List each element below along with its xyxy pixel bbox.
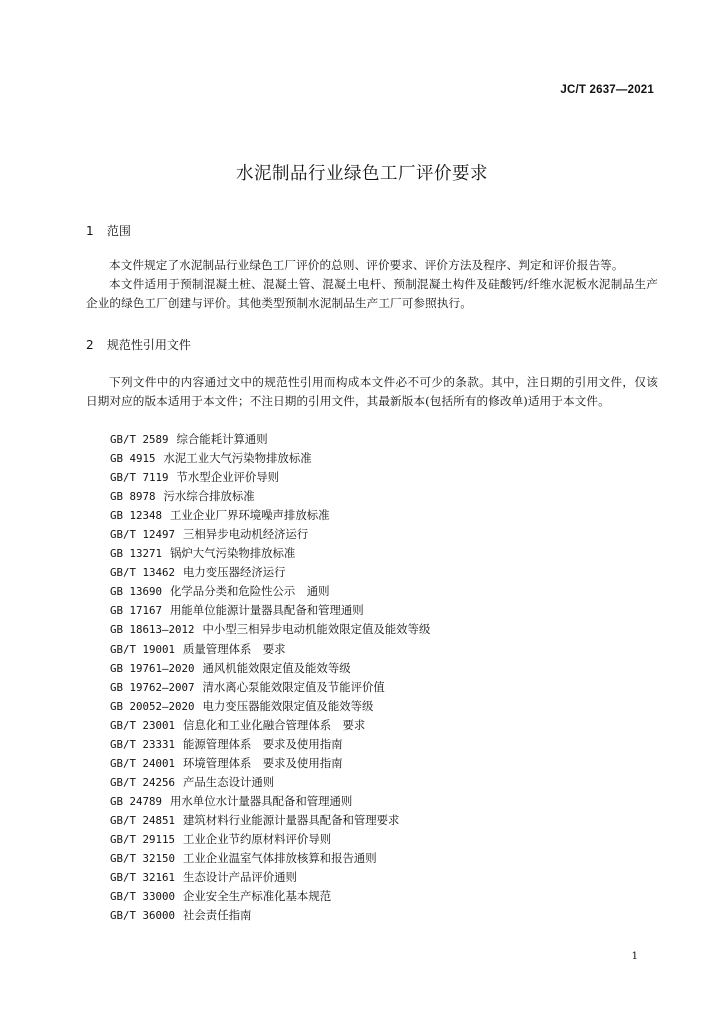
reference-name: 生态设计产品评价通则: [183, 870, 297, 885]
scope-paragraph-1: 本文件规定了水泥制品行业绿色工厂评价的总则、评价要求、评价方法及程序、判定和评价报告等。: [109, 258, 624, 272]
reference-item: [110, 582, 430, 601]
reference-item: [110, 735, 430, 754]
reference-code: GB/T 29115: [110, 832, 176, 846]
standard-code: JC/T 2637—2021: [560, 84, 654, 96]
reference-code: GB/T 23331: [110, 737, 176, 751]
reference-name: 化学品分类和危险性公示 通则: [170, 584, 330, 599]
reference-item: [110, 773, 430, 792]
reference-code: GB 17167: [110, 604, 163, 618]
reference-item: [110, 811, 430, 830]
section-heading-normative-references: [86, 336, 191, 353]
reference-name: 电力变压器经济运行: [183, 565, 286, 580]
reference-name: 通风机能效限定值及能效等级: [202, 660, 351, 675]
reference-code: GB 4915: [110, 452, 156, 466]
reference-item: [110, 792, 430, 811]
section-title: 范围: [106, 224, 131, 238]
reference-code: GB/T 12497: [110, 528, 176, 542]
section-number: 1: [86, 224, 94, 238]
reference-code: GB/T 19001: [110, 642, 176, 656]
reference-item: [110, 906, 430, 925]
reference-code: GB/T 32150: [110, 852, 176, 866]
page-number: 1: [631, 951, 638, 962]
reference-name: 社会责任指南: [183, 908, 252, 923]
reference-item: [110, 887, 430, 906]
reference-code: GB/T 32161: [110, 871, 176, 885]
reference-name: 中小型三相异步电动机能效限定值及能效等级: [202, 622, 431, 637]
section-title: 规范性引用文件: [106, 338, 191, 352]
reference-code: GB/T 24001: [110, 756, 176, 770]
reference-item: [110, 849, 430, 868]
reference-code: GB/T 24256: [110, 775, 176, 789]
reference-code: GB 24789: [110, 794, 163, 808]
reference-code: GB 13690: [110, 585, 163, 599]
reference-name: 锅炉大气污染物排放标准: [170, 546, 296, 561]
section-heading-scope: [86, 222, 131, 239]
reference-name: 工业企业厂界环境噪声排放标准: [170, 508, 330, 523]
reference-code: GB 13271: [110, 547, 163, 561]
reference-code: GB/T 24851: [110, 813, 176, 827]
reference-item: [110, 640, 430, 659]
reference-code: GB 19761—2020: [110, 661, 195, 675]
reference-name: 能源管理体系 要求及使用指南: [183, 736, 343, 751]
reference-name: 环境管理体系 要求及使用指南: [183, 755, 343, 770]
reference-name: 污水综合排放标准: [163, 489, 255, 504]
reference-item: [110, 830, 430, 849]
document-title: 水泥制品行业绿色工厂评价要求: [236, 164, 488, 184]
reference-item: [110, 716, 430, 735]
reference-name: 信息化和工业化融合管理体系 要求: [183, 717, 366, 732]
scope-paragraph-2: 本文件适用于预制混凝土桩、混凝土管、混凝土电杆、预制混凝土构件及硅酸钙/纤维水泥板水泥制品生产企业的绿色工厂创建与评价。其他类型预制水泥制品生产工厂可参照执行。: [86, 277, 658, 310]
reference-code: GB 19762—2007: [110, 680, 195, 694]
reference-item: [110, 659, 430, 678]
reference-name: 三相异步电动机经济运行: [183, 527, 309, 542]
reference-item: [110, 544, 430, 563]
reference-item: [110, 487, 430, 506]
reference-name: 用水单位水计量器具配备和管理通则: [170, 793, 353, 808]
reference-item: [110, 620, 430, 639]
reference-item: [110, 601, 430, 620]
reference-name: 企业安全生产标准化基本规范: [183, 889, 332, 904]
reference-name: 工业企业节约原材料评价导则: [183, 831, 332, 846]
reference-item: [110, 468, 430, 487]
reference-item: [110, 430, 430, 449]
reference-code: GB/T 33000: [110, 890, 176, 904]
reference-item: [110, 563, 430, 582]
reference-name: 建筑材料行业能源计量器具配备和管理要求: [183, 812, 400, 827]
reference-item: [110, 678, 430, 697]
reference-name: 水泥工业大气污染物排放标准: [163, 451, 312, 466]
reference-item: [110, 868, 430, 887]
reference-item: [110, 506, 430, 525]
references-intro-paragraph: 下列文件中的内容通过文中的规范性引用而构成本文件必不可少的条款。其中，注日期的引用文件，仅该日期对应的版本适用于本文件；不注日期的引用文件，其最新版本(包括所有的修改单)适用于本文件。: [86, 375, 658, 408]
reference-code: GB/T 36000: [110, 909, 176, 923]
reference-item: [110, 697, 430, 716]
reference-code: GB 8978: [110, 490, 156, 504]
reference-code: GB/T 7119: [110, 471, 169, 485]
reference-code: GB 12348: [110, 509, 163, 523]
reference-name: 质量管理体系 要求: [183, 641, 286, 656]
reference-name: 节水型企业评价导则: [176, 470, 280, 485]
reference-item: [110, 449, 430, 468]
reference-item: [110, 754, 430, 773]
reference-code: GB/T 23001: [110, 718, 176, 732]
reference-name: 用能单位能源计量器具配备和管理通则: [170, 603, 364, 618]
section-number: 2: [86, 338, 94, 352]
reference-name: 清水离心泵能效限定值及节能评价值: [202, 679, 385, 694]
reference-name: 电力变压器能效限定值及能效等级: [202, 698, 374, 713]
reference-name: 产品生态设计通则: [183, 774, 275, 789]
reference-code: GB/T 13462: [110, 566, 176, 580]
reference-code: GB 20052—2020: [110, 699, 195, 713]
reference-name: 综合能耗计算通则: [176, 432, 268, 446]
reference-list: [110, 430, 430, 925]
reference-name: 工业企业温室气体排放核算和报告通则: [183, 851, 377, 866]
reference-code: GB 18613—2012: [110, 623, 195, 637]
reference-item: [110, 525, 430, 544]
reference-code: GB/T 2589: [110, 433, 169, 446]
